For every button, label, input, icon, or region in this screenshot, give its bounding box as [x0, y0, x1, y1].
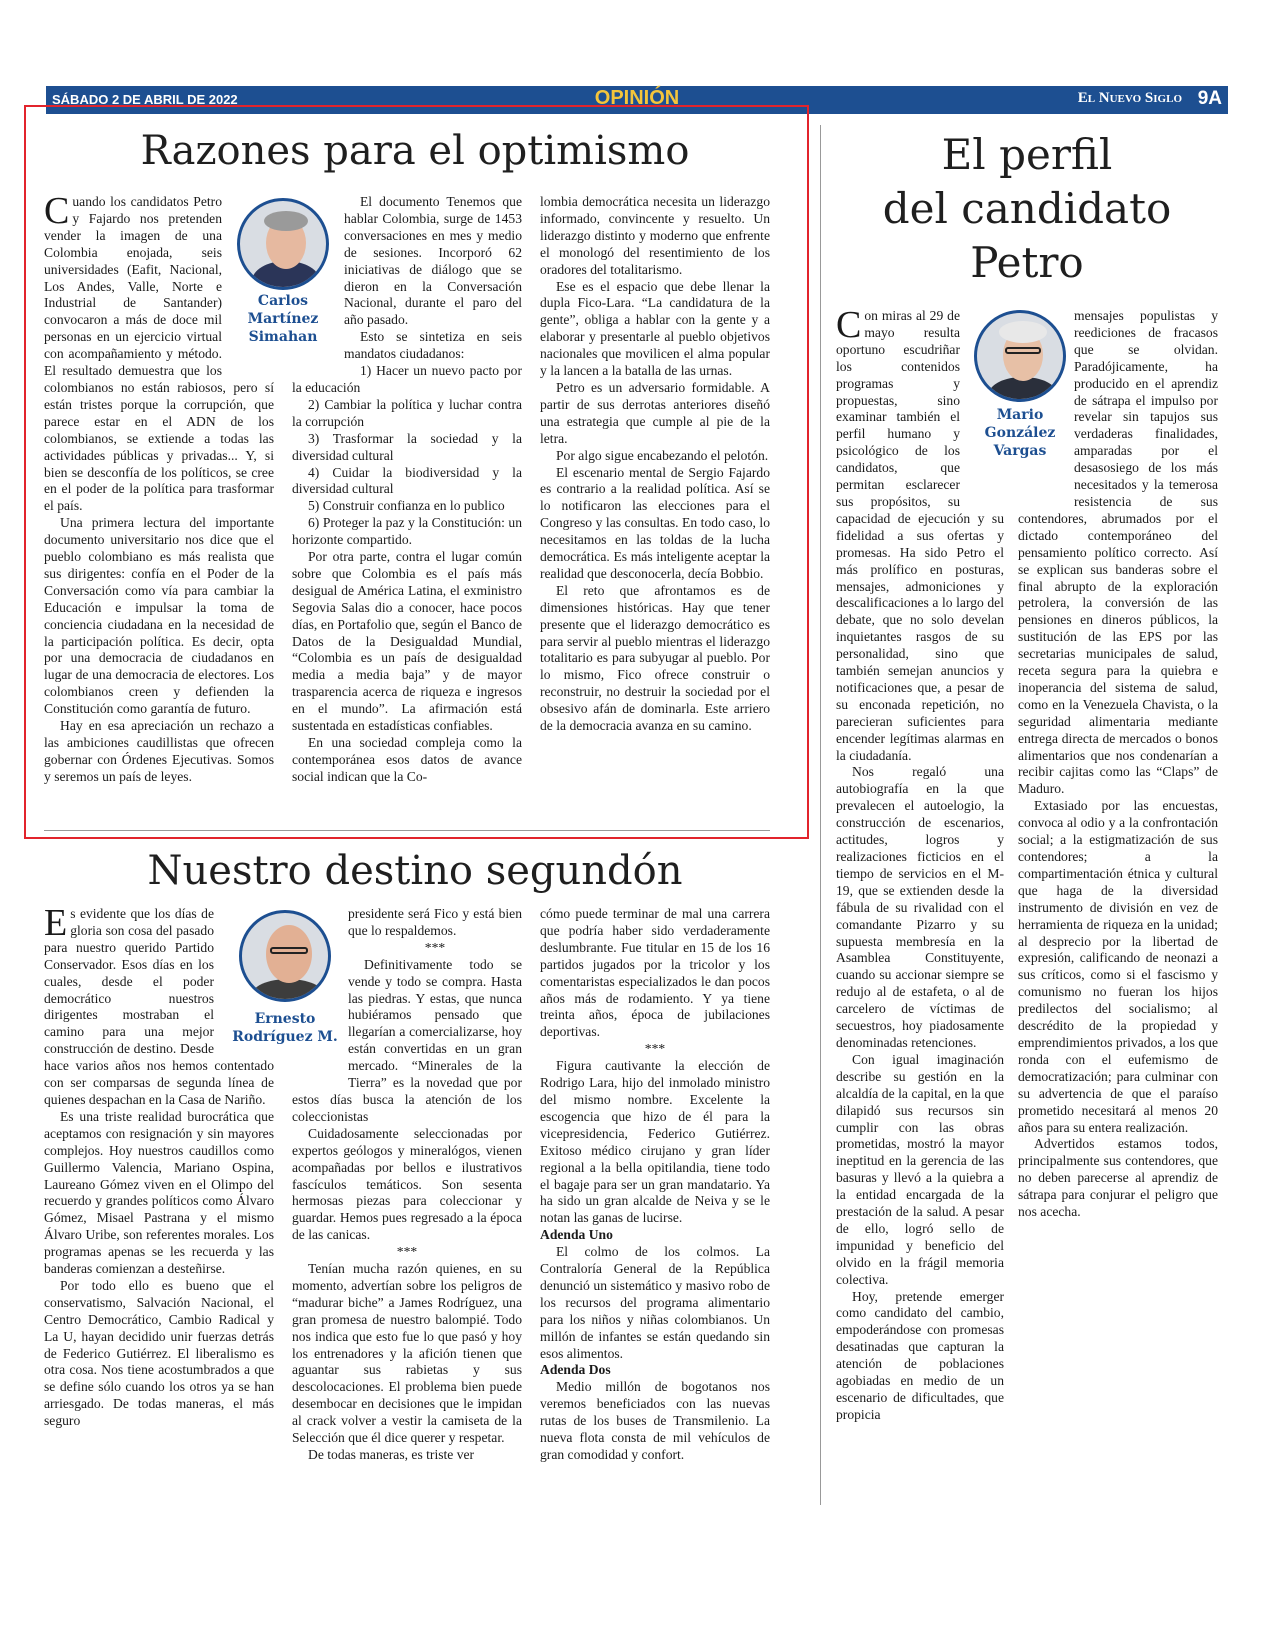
- paragraph: Es una triste realidad burocrática que aceptamos con resignación y sin mayores complejos. Hoy nuestros caudillos como Guillermo Valencia, Mariano Ospina, Laureano Gómez viven en el Olimpo del recuerdo y grandes políticos como Álvaro Gómez, Misael Pastrana y el mismo Álvaro Uribe, son referentes morales. Los programas apenas se les recuerda y las banderas comienzan a desteñirse.: [44, 1108, 274, 1277]
- drop-cap: E: [44, 906, 68, 944]
- photo-spacer: [292, 194, 344, 366]
- photo-spacer: [214, 906, 274, 1056]
- subheading: Adenda Dos: [540, 1362, 611, 1378]
- headline-line: Petro: [970, 238, 1084, 287]
- photo-spacer: [292, 906, 348, 1076]
- paragraph: Es evidente que los días de gloria son cosa del pasado para nuestro querido Partido Conservador. Esos días en los cuales, desde el poder democrático nuestros dirigentes mostraban el camino para una mejor construcción de destino. Desde hace varios años nos hemos contentado con ser comparsas de segunda línea de quienes despachan en la Casa de Nariño.: [44, 906, 274, 1107]
- paragraph: mensajes populistas y reediciones de fracasos que se olvidan. Paradójicamente, ha producido en el aprendiz de sátrapa el impulso por revelar sin tapujos sus verdaderas finalidades, amparadas por el desasosiego de los más necesitados y la temerosa resistencia de sus contendores, abrumados por el dictado contemporáneo del pensamiento político correcto. Así se explican sus banderas sobre el final abrupto de la exploración petrolera, la conversión de las pensiones en dineros públicos, la sustitución de las EPS por las secretarias municipales de salud, receta segura para la quiebra e inoperancia del sistema de salud, como en la Venezuela Chavista, o la seguridad alimentaria mediante entrega directa de mercados o bonos alimentarios que nos condenarían a recibir cajitas como las “Claps” de Maduro.: [1018, 308, 1218, 797]
- drop-cap: C: [836, 308, 862, 346]
- article3-column1: [836, 308, 1004, 1488]
- paragraph: Con miras al 29 de mayo resulta oportuno escudriñar los contenidos programas y propuestas, sino examinar también el perfil humano y psicológico de los candidatos, que permitan esclarecer sus propósitos, su capacidad de ejecución y su fidelidad a sus ofertas y promesas. Ha sido Petro el más prolífico en posturas, mensajes, admoniciones y descalificaciones a lo largo del debate, que no solo develan inquietantes rasgos de su personalidad, sino que también semejan anuncios y notificaciones que, a pesar de su enconada repetición, no parecieran suficientes para encender legítimas alarmas en la ciudadanía.: [836, 308, 1004, 763]
- separator-stars: ***: [396, 1244, 418, 1260]
- paragraph: 1) Hacer un nuevo pacto por la educación: [292, 363, 522, 395]
- photo-spacer: [222, 194, 274, 366]
- paragraph: Cuando los candidatos Petro y Fajardo nos pretenden vender la imagen de una Colombia enojada, seis universidades (Eafit, Nacional, Los Andes, Valle, Norte e Industrial de Santander) convocaron a más de doce mil personas en un ejercicio virtual con acompañamiento y método. El resultado demuestra que los colombianos no están rabiosos, pero sí están tristes porque la corrupción, que parece estar en el ADN de los colombianos, se extiende a todas las actividades públicas y privadas... Y, si bien se desconfía de los políticos, se cree en el poder de la política para trasformar el país.: [44, 194, 274, 514]
- subheading: Adenda Uno: [540, 1227, 613, 1243]
- page-number: 9A: [1197, 88, 1222, 109]
- paragraph: Definitivamente todo se vende y todo se compra. Hasta las piedras. Y estas, que nunca hubiéramos pensado que llegarían a comercializarse, hoy están convertidas en un gran mercado. “Minerales de la Tierra” es la novedad que por estos días busca la atención de los coleccionistas: [292, 956, 522, 1124]
- headline-article3: [832, 128, 1222, 290]
- photo-spacer: [1018, 308, 1074, 494]
- paragraph: 5) Construir confianza en lo publico: [308, 498, 505, 514]
- author-name-line: Ernesto: [254, 1011, 316, 1027]
- article1-column2: [292, 194, 522, 824]
- author-name-line: Carlos: [257, 293, 309, 309]
- paragraph: De todas maneras, es triste ver: [308, 1447, 475, 1462]
- article3-column2: [1018, 308, 1218, 1488]
- headline-article2: Nuestro destino segundón: [147, 848, 683, 894]
- paragraph: Extasiado por las encuestas, convoca al odio y a la confrontación social; a la estigmatización de sus contendores; a la compartimentación étnica y cultural que haga de la diversidad instrumento de división en vez de herramienta de riqueza en la unidad; al desprecio por la libertad de expresión, calificando de neonazi a sus críticos, como si el fascismo y comunismo no fueran los hijos predilectos del socialismo; al descrédito de la propiedad y emprendimientos privados, a los que ronda con el eufemismo de democratización; para culminar con su advertencia de que el paraíso prometido necesitará al menos 20 años para su entera realización.: [1018, 798, 1218, 1135]
- author-name-line: Rodríguez M.: [232, 1029, 338, 1045]
- paragraph: Por algo sigue encabezando el pelotón.: [556, 447, 769, 463]
- newspaper-name: El Nuevo Siglo: [1077, 90, 1182, 106]
- paragraph: El escenario mental de Sergio Fajardo es contrario a la realidad política. Así se lo notificaron las elecciones para el Congreso y las consultas. En todo caso, lo necesitamos en las toldas de la lucha democrática. Es más inteligente aceptar la realidad que desconocerla, decía Bobbio.: [540, 464, 770, 581]
- article2-column1: [44, 906, 274, 1486]
- drop-cap: C: [44, 194, 70, 232]
- paragraph: Figura cautivante la elección de Rodrigo Lara, hijo del inmolado ministro del mismo nombre. Excelente la escogencia que hizo de él para la vicepresidencia, Federico Gutiérrez. Exitoso médico cirujano y gran líder regional a la bella opitilandia, tiene todo el bagaje para ser un gran mandatario. Ya ha sido un gran alcalde de Neiva y se le notan las ganas de lucirse.: [540, 1058, 770, 1226]
- paragraph: 2) Cambiar la política y luchar contra la corrupción: [292, 396, 522, 429]
- column-divider: [820, 125, 821, 1505]
- article1-column1: [44, 194, 274, 824]
- paragraph: Una primera lectura del importante documento universitario nos dice que el pueblo colombiano es más realista que sus dirigentes: confía en el Poder de la Conversación como vía para cambiar la Educación e impulsar la toma de conciencia ciudadana en la necesidad de la participación política. Es decir, opta por una democracia de ciudadanos en lugar de una democracia de electores. Los colombianos creen y defienden la Constitución como garantía de futuro.: [44, 515, 274, 717]
- paragraph: Ese es el espacio que debe llenar la dupla Fico-Lara. “La candidatura de la gente”, obliga a hablar con la gente y a elaborar y presentarle al pueblo objetivos nacionales que movilicen el alma popular y la lancen a la batalla de las urnas.: [540, 278, 770, 379]
- headline-article1: Razones para el optimismo: [140, 128, 690, 174]
- paragraph: Cuidadosamente seleccionadas por expertos geólogos y mineralógos, vienen acompañadas por bellos e ilustrativos fascículos temáticos. Son sesenta hermosas piezas para coleccionar y guardar. Hemos pues regresado a la época de las canicas.: [292, 1125, 522, 1243]
- paragraph: Advertidos estamos todos, principalmente sus contendores, que no deben parecerse al aprendiz de sátrapa para conjurar el peligro que nos acecha.: [1018, 1136, 1218, 1220]
- paragraph: cómo puede terminar de mal una carrera que podría haber sido verdaderamente deslumbrante. Fue titular en 15 de los 16 partidos jugados por la tricolor y los comentaristas especializados le dan pocos años más de rodamiento. Y ya tiene treinta años, época de jubilaciones deportivas.: [540, 906, 770, 1040]
- author-name-line: Martínez: [247, 311, 319, 327]
- section-title: OPINIÓN: [594, 87, 680, 109]
- paragraph: Con igual imaginación describe su gestión en la alcaldía de la capital, en la que dilapidó sus recursos sin cumplir con las obras prometidas, mostró la mayor ineptitud en la gerencia de las basuras y llevó a la quiebra a la entidad encargada de la prestación de la salud. A pesar de ello, logró sello de impunidad y beneficio del olvido en la frágil memoria colectiva.: [836, 1051, 1004, 1287]
- paragraph: Esto se sintetiza en seis mandatos ciudadanos:: [344, 329, 522, 362]
- paragraph: lombia democrática necesita un liderazgo informado, convincente y resuelto. Un liderazgo distinto y moderno que enfrente el monologó del resentimiento de los oradores del totalitarismo.: [540, 194, 770, 277]
- author-name-line: Mario: [996, 407, 1044, 423]
- author-name-line: González: [984, 425, 1056, 441]
- paragraph: El reto que afrontamos es de dimensiones históricas. Hay que tener presente que el liderazgo democrático es para servir al pueblo mientras el liderazgo totalitario es para subyugar al pueblo. Por lo mismo, Fico ofrece construir o reconstruir, no destruir la sociedad por el obsesivo afán de dominarla. Este arriero de la democracia avanza en su camino.: [540, 582, 770, 734]
- paragraph: En una sociedad compleja como la contemporánea esos datos de avance social indican que la Co-: [292, 735, 522, 784]
- paragraph: 4) Cuidar la biodiversidad y la diversidad cultural: [292, 464, 522, 497]
- article1-column3: [540, 194, 770, 824]
- paragraph: 6) Proteger la paz y la Constitución: un horizonte compartido.: [292, 515, 522, 548]
- author-name-line: Simahan: [248, 329, 318, 345]
- separator-stars: ***: [644, 1041, 666, 1057]
- paragraph: 3) Trasformar la sociedad y la diversidad cultural: [292, 430, 522, 463]
- paragraph: El documento Tenemos que hablar Colombia, surge de 1453 conversaciones en mes y medio de sesiones. Incorporó 62 iniciativas de diálogo que se dieron en la Conversación Nacional, durante el paro del año pasado.: [344, 194, 522, 328]
- paragraph: Medio millón de bogotanos nos veremos beneficiados con las nuevas rutas de los buses de Transmilenio. La nueva flota consta de mil vehículos de gran comodidad y confort.: [540, 1379, 770, 1462]
- paragraph: presidente será Fico y está bien que lo respaldemos.: [348, 906, 522, 938]
- paragraph: Hoy, pretende emerger como candidato del cambio, empoderándose con promesas desatinadas que capturan la atención de poblaciones agobiadas en medio de un escenario de dificultades, que propicia: [836, 1288, 1004, 1422]
- photo-spacer: [960, 308, 1004, 494]
- divider: [44, 830, 770, 831]
- paragraph: Nos regaló una autobiografía en la que prevalecen el autoelogio, la construcción de escenarios, actitudes, logros y realizaciones ficticios en el tiempo de servicios en el M-19, que se extienden desde la fábula de su rivalidad con el comandante Pizarro y su supuesta membresía en la Asamblea Constituyente, cuando su accionar siempre se redujo al de estafeta, o al de carcelero de víctimas de secuestros, hoy piadosamente denominadas retenciones.: [836, 764, 1004, 1050]
- separator-stars: ***: [424, 939, 446, 955]
- article2-column3: [540, 906, 770, 1486]
- paragraph: Por otra parte, contra el lugar común sobre que Colombia es el país más desigual de América Latina, el exministro Segovia Salas dio a conocer, hace pocos días, en Portafolio que, según el Banco de Datos de la Desigualdad Mundial, “Colombia es un país de desigualdad media a media baja” y de mayor trasparencia acerca de riqueza e ingresos en el mundo”. La afirmación está sustentada en estadísticas confiables.: [292, 549, 522, 734]
- paragraph: Por todo ello es bueno que el conservatismo, Salvación Nacional, el Centro Democrático, Cambio Radical y La U, hayan decidido unir fuerzas detrás de Federico Gutiérrez. El liberalismo es otra cosa. Nos tiene acostumbrados a que se define sólo cuando los otros ya se han arriesgado. De todas maneras, el más seguro: [44, 1277, 274, 1429]
- headline-line: El perfil: [941, 130, 1113, 179]
- paragraph: Petro es un adversario formidable. A partir de sus derrotas anteriores diseñó una estrategia que cumple al pie de la letra.: [540, 379, 770, 446]
- issue-date: SÁBADO 2 DE ABRIL DE 2022: [52, 92, 238, 107]
- author-name-line: Vargas: [993, 443, 1047, 459]
- article2-column2: [292, 906, 522, 1486]
- headline-line: del candidato: [882, 184, 1172, 233]
- paragraph: Tenían mucha razón quienes, en su momento, advertían sobre los peligros de “madurar biche” a James Rodríguez, una gran promesa de nuestro balompié. Todo nos indica que esto fue lo que pasó y hoy los entrenadores y la afición tienen que aguantar sus rabietas y sus descolocaciones. El problema bien puede desembocar en decisiones que le impidan al crack volver a vestir la camiseta de la Selección que él dice querer y respetar.: [292, 1261, 522, 1446]
- paragraph: El colmo de los colmos. La Contraloría General de la República denunció un sistemático y masivo robo de los recursos del programa alimentario para los niños y niñas colombianos. Un millón de infantes se están quedando sin esos alimentos.: [540, 1244, 770, 1361]
- paragraph: Hay en esa apreciación un rechazo a las ambiciones caudillistas que ofrecen gobernar con Órdenes Ejecutivas. Somos y seremos un país de leyes.: [44, 718, 274, 784]
